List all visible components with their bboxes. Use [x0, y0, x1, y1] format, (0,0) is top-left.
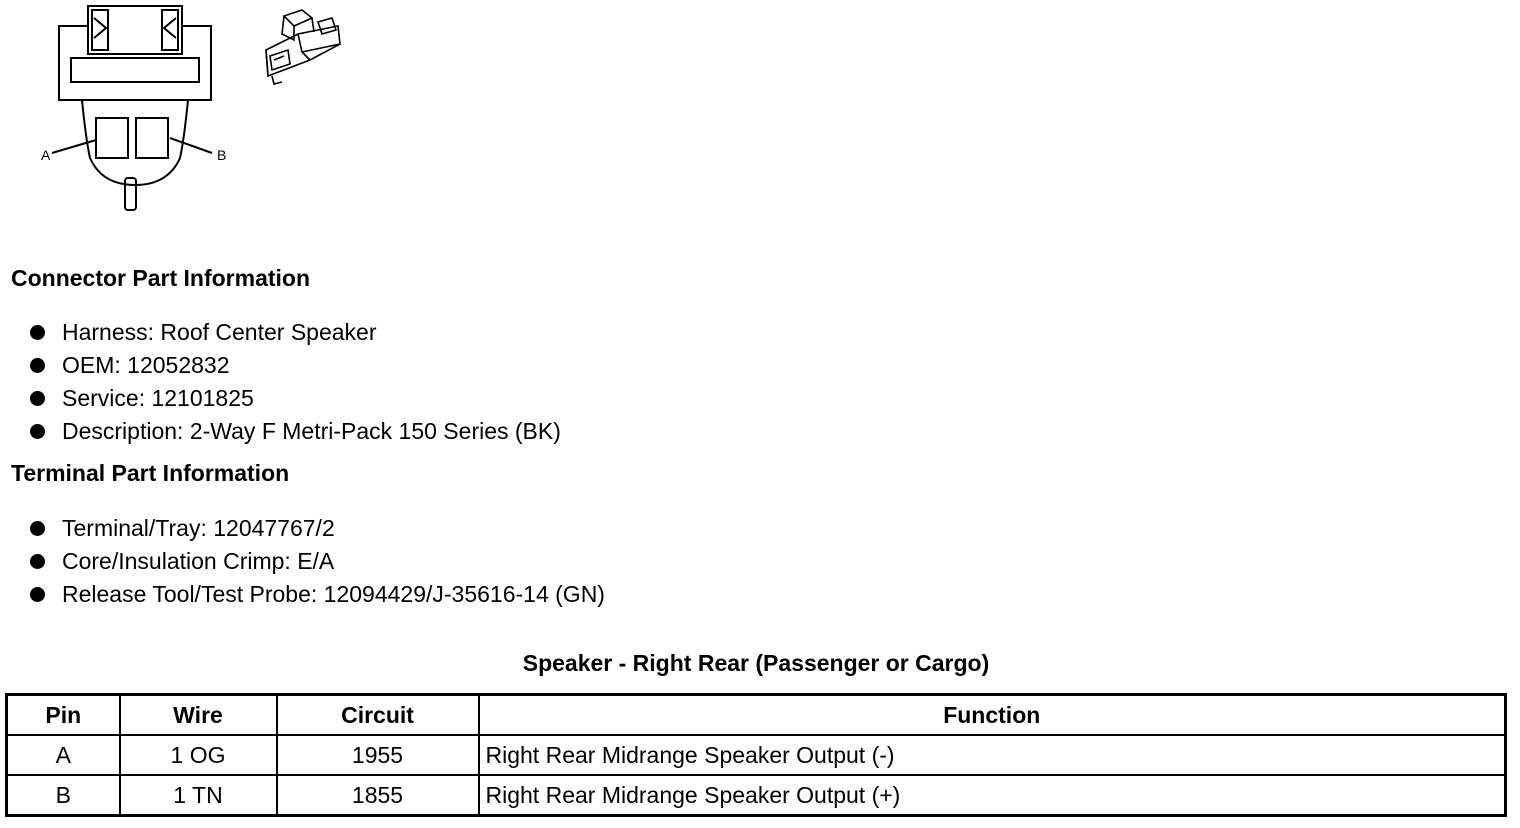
list-item	[30, 512, 605, 545]
table-header-row	[7, 695, 1506, 736]
bullet-icon	[30, 325, 45, 340]
circuit-cell: 1955	[277, 735, 479, 775]
pin-b-label: B	[217, 147, 227, 163]
bullet-icon	[30, 358, 45, 373]
list-item	[30, 382, 561, 415]
bullet-icon	[30, 521, 45, 536]
list-item-text: Release Tool/Test Probe: 12094429/J-35616-14 (GN)	[62, 581, 605, 607]
wire-cell: 1 TN	[120, 775, 277, 816]
pinout-table	[5, 693, 1507, 817]
list-item-text: OEM: 12052832	[62, 352, 230, 378]
pin-a-label: A	[41, 147, 51, 163]
table-title: Speaker - Right Rear (Passenger or Cargo)	[522, 650, 990, 676]
list-item-text: Service: 12101825	[62, 385, 254, 411]
wire-cell: 1 OG	[120, 735, 277, 775]
list-item	[30, 349, 561, 382]
pin-cell: A	[7, 735, 120, 775]
column-header-circuit: Circuit	[277, 695, 479, 736]
function-cell: Right Rear Midrange Speaker Output (+)	[479, 775, 1506, 816]
column-header-wire: Wire	[120, 695, 277, 736]
bullet-icon	[30, 391, 45, 406]
connector-info-list	[30, 316, 561, 448]
bullet-icon	[30, 587, 45, 602]
list-item-text: Terminal/Tray: 12047767/2	[62, 515, 335, 541]
terminal-info-heading: Terminal Part Information	[11, 460, 290, 486]
bullet-icon	[30, 424, 45, 439]
list-item-text: Description: 2-Way F Metri-Pack 150 Series (BK)	[62, 418, 561, 444]
bullet-icon	[30, 554, 45, 569]
column-header-pin: Pin	[7, 695, 120, 736]
table-row	[7, 775, 1506, 816]
list-item	[30, 545, 605, 578]
list-item-text: Harness: Roof Center Speaker	[62, 319, 377, 345]
list-item	[30, 415, 561, 448]
connector-isometric-diagram	[258, 4, 344, 88]
connector-info-heading: Connector Part Information	[11, 265, 311, 291]
function-cell: Right Rear Midrange Speaker Output (-)	[479, 735, 1506, 775]
list-item	[30, 316, 561, 349]
list-item	[30, 578, 605, 611]
terminal-info-list	[30, 512, 605, 611]
list-item-text: Core/Insulation Crimp: E/A	[62, 548, 335, 574]
column-header-function: Function	[479, 695, 1506, 736]
pin-cell: B	[7, 775, 120, 816]
table-row	[7, 735, 1506, 775]
circuit-cell: 1855	[277, 775, 479, 816]
connector-face-diagram	[30, 0, 245, 218]
